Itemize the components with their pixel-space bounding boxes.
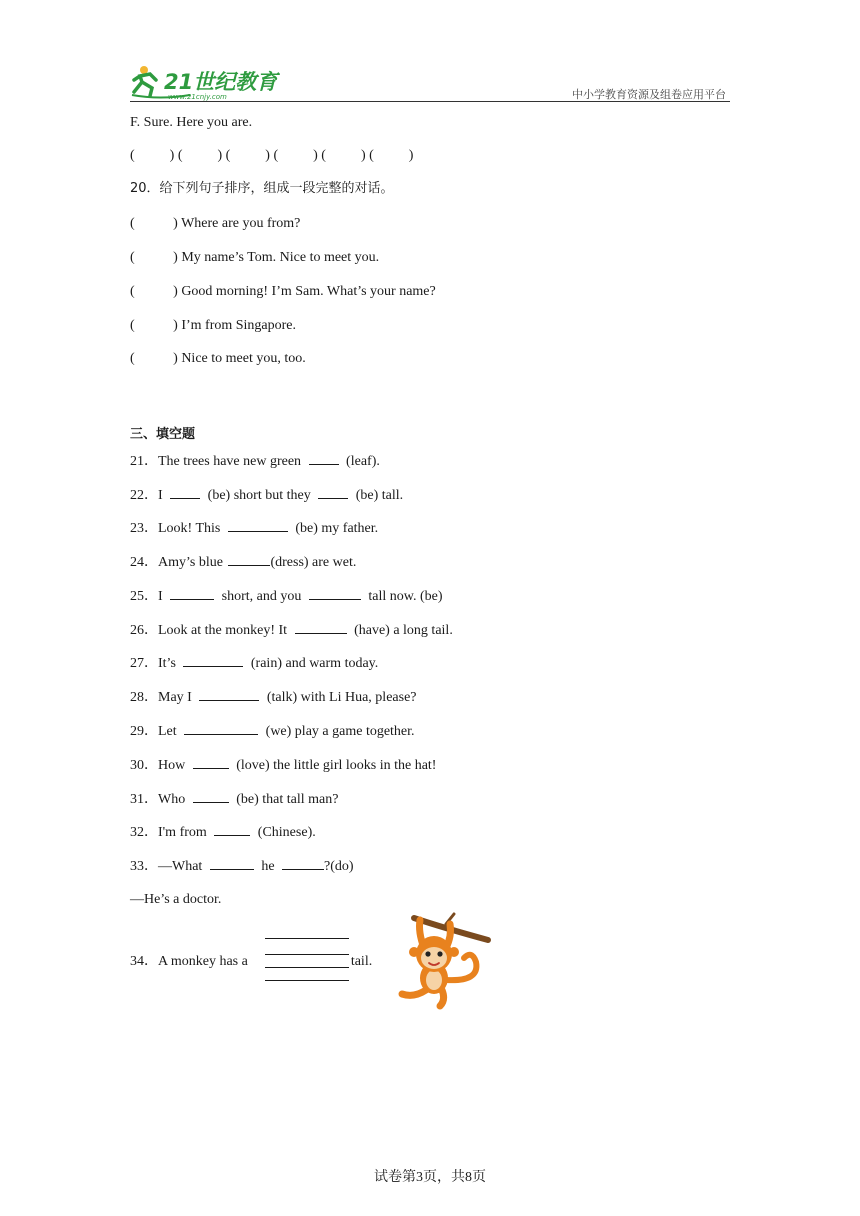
answer-blank[interactable] — [282, 857, 324, 870]
answer-blank[interactable] — [170, 486, 200, 499]
logo-text: 21世纪教育 — [164, 70, 278, 94]
header-platform-text: 中小学教育资源及组卷应用平台 — [572, 88, 726, 101]
q20-item: ( ) Nice to meet you, too. — [130, 351, 306, 366]
q19-option-f: F. Sure. Here you are. — [130, 115, 253, 130]
q20-item: ( ) Where are you from? — [130, 216, 301, 231]
answer-blank[interactable] — [309, 452, 339, 465]
answer-blank[interactable] — [170, 587, 214, 600]
question-30: 30．How (love) the little girl looks in the hat! — [130, 758, 437, 773]
question-24: 24．Amy’s blue (dress) are wet. — [130, 555, 357, 570]
question-27: 27．It’s (rain) and warm today. — [130, 656, 379, 671]
answer-blank[interactable] — [184, 722, 258, 735]
q20-title: 20．给下列句子排序，组成一段完整的对话。 — [130, 181, 394, 196]
answer-blank[interactable] — [199, 688, 259, 701]
question-31: 31．Who (be) that tall man? — [130, 792, 339, 807]
answer-blank[interactable] — [193, 790, 229, 803]
question-26: 26．Look at the monkey! It (have) a long tail. — [130, 623, 453, 638]
answer-blank[interactable] — [318, 486, 348, 499]
q19-answer-parens: ( ) ( ) ( ) ( ) ( ) ( ) — [130, 148, 414, 163]
q20-item: ( ) My name’s Tom. Nice to meet you. — [130, 250, 380, 265]
choice-line[interactable] — [265, 980, 349, 981]
question-33-answer: —He’s a doctor. — [130, 892, 222, 907]
choice-line[interactable] — [265, 938, 349, 939]
answer-blank[interactable] — [228, 519, 288, 532]
question-32: 32．I'm from (Chinese). — [130, 825, 316, 840]
section-title: 三、填空题 — [130, 427, 196, 442]
answer-blank[interactable] — [309, 587, 361, 600]
logo-21cnjy — [130, 62, 280, 102]
question-23: 23．Look! This (be) my father. — [130, 521, 379, 536]
q20-item: ( ) Good morning! I’m Sam. What’s your name? — [130, 284, 436, 299]
q20-item: ( ) I’m from Singapore. — [130, 318, 297, 333]
logo-url: www.21cnjy.com — [168, 93, 227, 101]
answer-blank[interactable] — [214, 823, 250, 836]
question-33: 33．—What he ?(do) — [130, 859, 354, 874]
header-divider — [130, 101, 730, 102]
question-25: 25．I short, and you tall now. (be) — [130, 589, 443, 604]
page-footer: 试卷第3页，共8页 — [374, 1170, 486, 1185]
answer-blank[interactable] — [228, 553, 270, 566]
answer-blank[interactable] — [210, 857, 254, 870]
answer-blank[interactable] — [183, 654, 243, 667]
question-28: 28．May I (talk) with Li Hua, please? — [130, 690, 417, 705]
question-21: 21．The trees have new green (leaf). — [130, 454, 380, 469]
page-header — [130, 62, 730, 104]
answer-blank[interactable] — [295, 621, 347, 634]
question-29: 29．Let (we) play a game together. — [130, 724, 415, 739]
question-22: 22．I (be) short but they (be) tall. — [130, 488, 404, 503]
question-34: 34．A monkey has a tail. — [130, 954, 373, 969]
monkey-illustration — [384, 910, 494, 1010]
answer-blank[interactable] — [193, 756, 229, 769]
